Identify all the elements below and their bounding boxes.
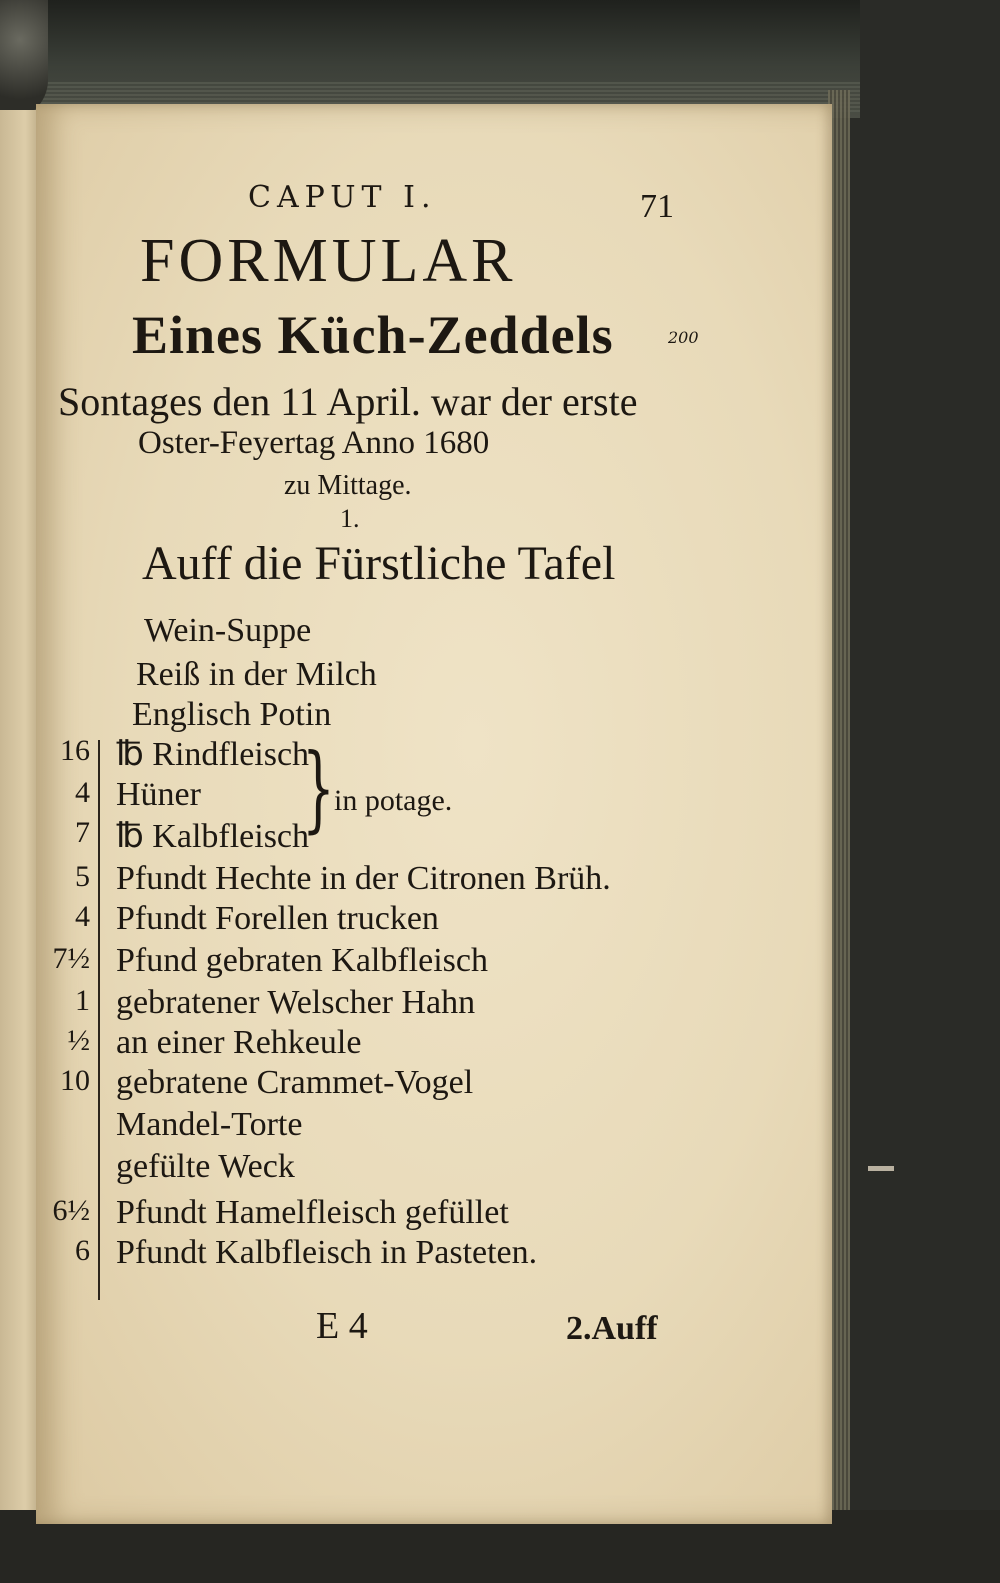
margin-number: 200 — [668, 328, 699, 347]
list-item: Pfundt Kalbfleisch in Pasteten. — [116, 1234, 538, 1271]
background-mark — [868, 1166, 894, 1171]
page-title: FORMULAR — [140, 227, 517, 295]
item-quantity: 16 — [60, 734, 90, 767]
item-quantity: 6½ — [52, 1194, 90, 1227]
item-quantity: 4 — [75, 776, 90, 809]
list-item: Reiß in der Milch — [136, 656, 377, 693]
title-line-4: Oster-Feyertag Anno 1680 — [138, 425, 490, 461]
list-item: Mandel-Torte — [116, 1106, 303, 1143]
item-quantity: 4 — [75, 900, 90, 933]
item-quantity: ½ — [67, 1024, 90, 1057]
section-number: 1. — [340, 504, 360, 533]
bracket-brace: } — [302, 734, 335, 843]
bracket-note: in potage. — [334, 784, 453, 817]
catchword: 2.Auff — [566, 1310, 658, 1347]
list-item: Hüner — [116, 776, 201, 813]
item-quantity: 7½ — [52, 942, 90, 975]
item-quantity: 1 — [75, 984, 90, 1017]
book-top-edge — [0, 0, 860, 118]
list-item: Englisch Potin — [132, 696, 332, 733]
item-quantity: 5 — [75, 860, 90, 893]
list-item: Pfundt Hamelfleisch gefüllet — [116, 1194, 509, 1231]
list-item: ℔ Kalbfleisch — [116, 818, 310, 855]
item-quantity: 6 — [75, 1234, 90, 1267]
title-line-3: Sontages den 11 April. war der erste — [58, 379, 638, 424]
quantity-rule — [98, 740, 100, 1300]
item-quantity: 10 — [60, 1064, 90, 1097]
list-item: an einer Rehkeule — [116, 1024, 362, 1061]
list-item: gefülte Weck — [116, 1148, 295, 1185]
chapter-heading: CAPUT I. — [248, 180, 437, 215]
list-item: gebratene Crammet-Vogel — [116, 1064, 474, 1101]
subtitle: Eines Küch-Zeddels — [132, 305, 614, 365]
list-item: Pfund gebraten Kalbfleisch — [116, 942, 488, 979]
list-item: Pfundt Forellen trucken — [116, 900, 439, 937]
section-heading: Auff die Fürstliche Tafel — [142, 537, 616, 590]
item-quantity: 7 — [75, 816, 90, 849]
signature-mark: E 4 — [316, 1305, 368, 1347]
list-item: ℔ Rindfleisch — [116, 736, 310, 773]
page-number: 71 — [640, 188, 674, 225]
list-item: gebratener Welscher Hahn — [116, 984, 476, 1021]
title-line-5: zu Mittage. — [284, 470, 412, 501]
list-item: Wein-Suppe — [144, 612, 312, 649]
book-clasp — [0, 0, 48, 120]
list-item: Pfundt Hechte in der Citronen Brüh. — [116, 860, 611, 897]
